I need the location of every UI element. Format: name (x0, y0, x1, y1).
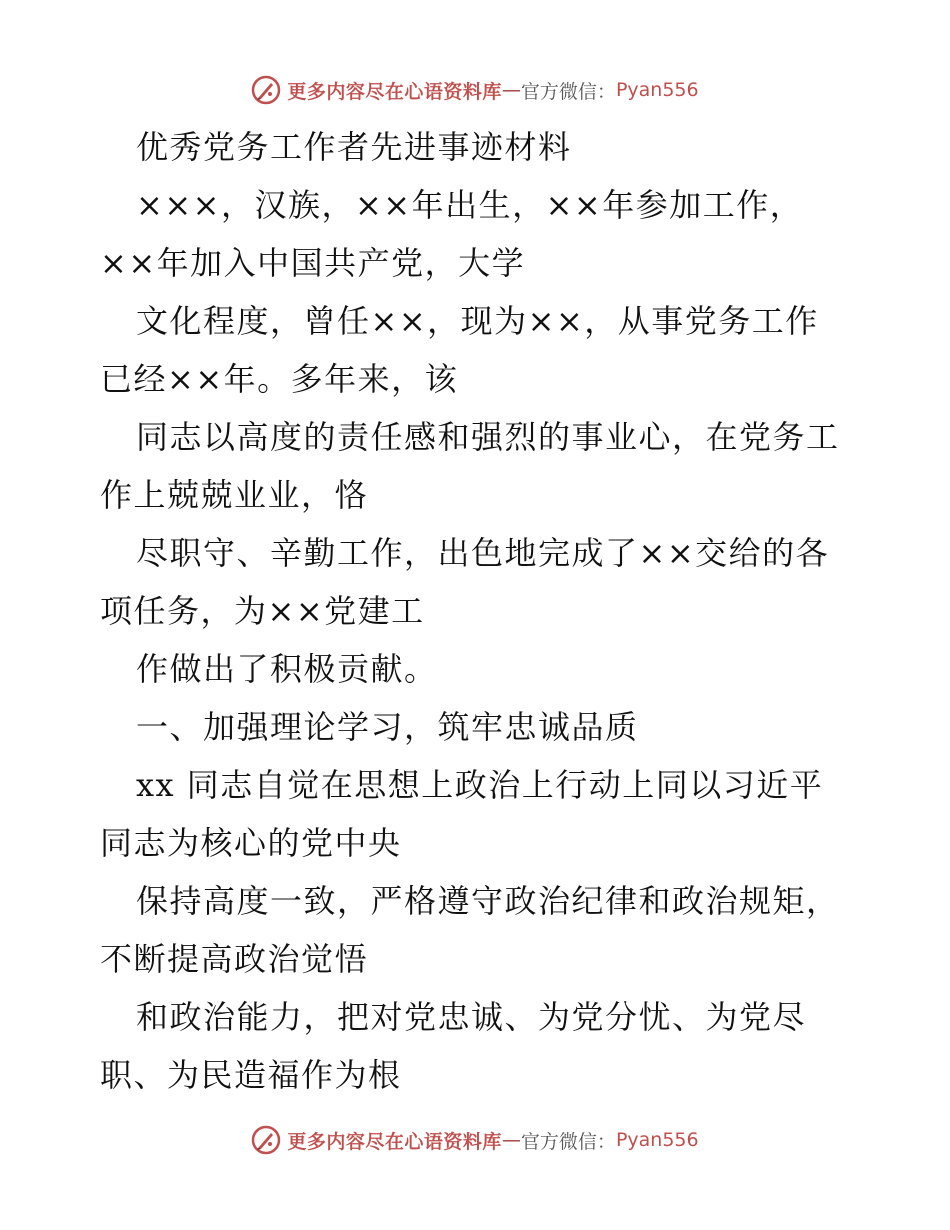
section-heading: 一、加强理论学习，筑牢忠诚品质 (136, 708, 639, 746)
quill-logo-icon (251, 1125, 281, 1155)
watermark-separator: — (501, 79, 521, 101)
header-watermark (0, 70, 950, 110)
paragraph-line: 已经××年。多年来，该 (100, 360, 459, 398)
watermark-main-text: 更多内容尽在心语资料库 (287, 80, 502, 103)
paragraph-line: ××年加入中国共产党，大学 (100, 244, 526, 282)
paragraph-line: 和政治能力，把对党忠诚、为党分忧、为党尽 (136, 998, 807, 1036)
watermark-main-text: 更多内容尽在心语资料库 (287, 1130, 502, 1153)
watermark-separator: — (501, 1129, 521, 1151)
document-body (100, 118, 860, 1104)
quill-logo-icon (251, 75, 281, 105)
document-title: 优秀党务工作者先进事迹材料 (136, 128, 572, 166)
paragraph-line: xx 同志自觉在思想上政治上行动上同以习近平 (136, 766, 824, 804)
paragraph-line: 项任务，为××党建工 (100, 592, 425, 630)
footer-watermark (0, 1120, 950, 1160)
paragraph-line: 作上兢兢业业，恪 (100, 476, 369, 514)
paragraph-line: 不断提高政治觉悟 (100, 940, 369, 978)
paragraph-line: 职、为民造福作为根 (100, 1056, 402, 1094)
watermark-wechat-id: Pyan556 (615, 79, 699, 101)
paragraph-line: 尽职守、辛勤工作，出色地完成了××交给的各 (136, 534, 830, 572)
paragraph-line: 作做出了积极贡献。 (136, 650, 438, 688)
paragraph-line: 文化程度，曾任××，现为××，从事党务工作 (136, 302, 819, 340)
paragraph-line: 同志为核心的党中央 (100, 824, 402, 862)
paragraph-line: 同志以高度的责任感和强烈的事业心，在党务工 (136, 418, 840, 456)
watermark-sub-text: 官方微信： (520, 80, 616, 103)
watermark-wechat-id: Pyan556 (615, 1129, 699, 1151)
paragraph-line: 保持高度一致，严格遵守政治纪律和政治规矩， (136, 882, 840, 920)
watermark-sub-text: 官方微信： (520, 1130, 616, 1153)
paragraph-line: ×××，汉族，××年出生，××年参加工作， (136, 186, 804, 224)
